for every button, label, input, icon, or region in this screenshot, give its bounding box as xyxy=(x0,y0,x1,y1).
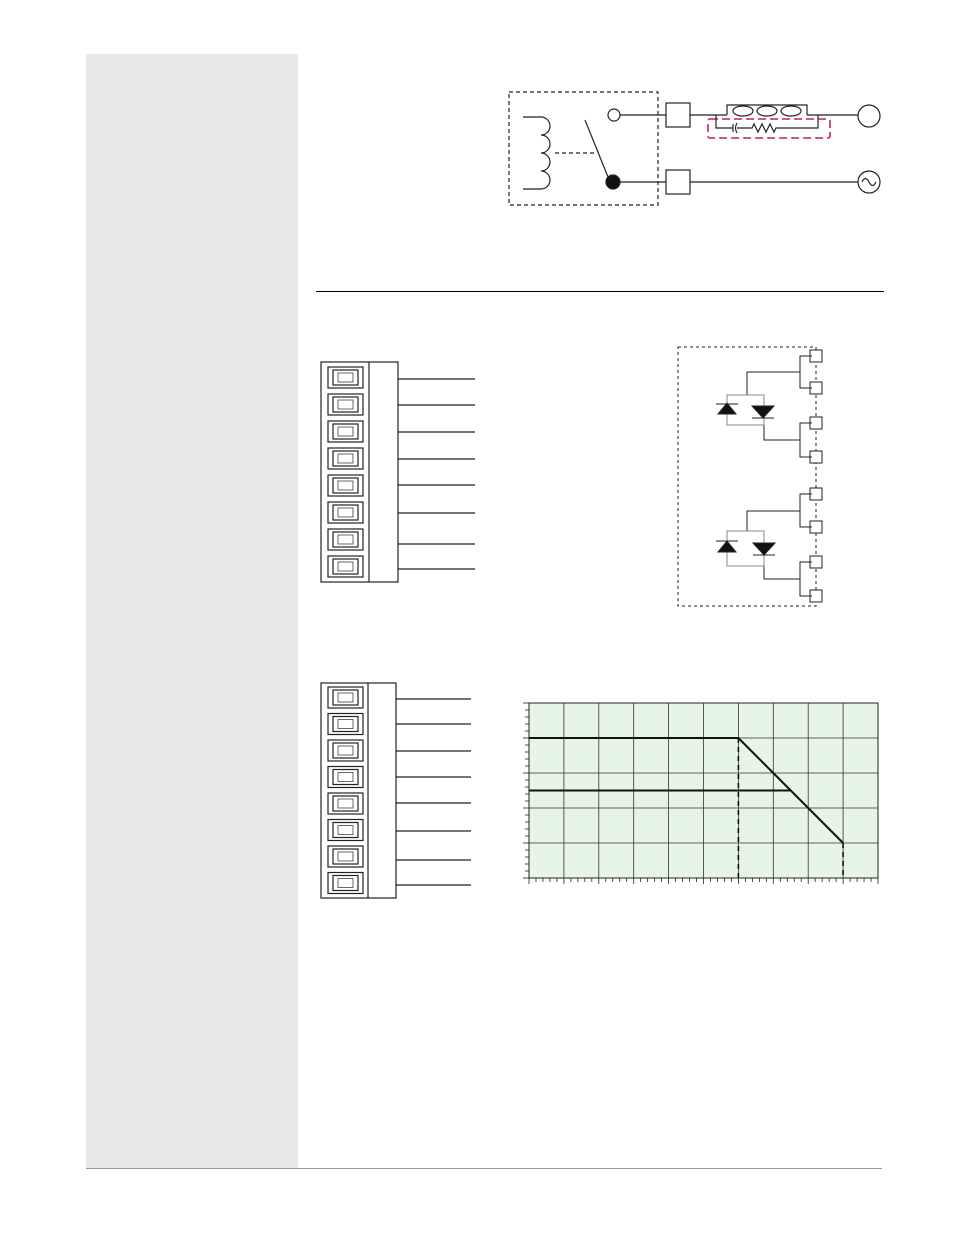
derating-chart xyxy=(523,703,878,884)
terminal-block-b xyxy=(321,683,471,898)
terminal-screw-icon xyxy=(328,873,363,894)
terminal-screw-icon xyxy=(328,556,363,577)
switch-contact-icon xyxy=(585,109,620,189)
terminal-screw-icon xyxy=(328,448,363,469)
ssr-module xyxy=(678,347,822,606)
terminal-icon xyxy=(666,103,690,127)
coil-icon xyxy=(523,117,550,189)
terminal-screw-icon xyxy=(328,529,363,550)
terminal-screw-icon xyxy=(328,767,363,788)
terminal-block-housing xyxy=(321,362,398,582)
terminal-screw-icon xyxy=(328,714,363,735)
terminal-icon xyxy=(666,170,690,194)
triac-pair-icon xyxy=(716,356,812,457)
terminal-screw-icon xyxy=(328,820,363,841)
terminal-screw-icon xyxy=(328,740,363,761)
terminal-screw-icon xyxy=(328,394,363,415)
terminal-screw-icon xyxy=(328,421,363,442)
ac-source-icon xyxy=(858,171,880,193)
triac-pair-icon xyxy=(716,494,812,596)
terminal-screw-icon xyxy=(328,502,363,523)
lamp-icon xyxy=(858,105,880,127)
terminal-screw-icon xyxy=(328,687,363,708)
terminal-block-a xyxy=(321,362,475,582)
terminal-screw-icon xyxy=(328,793,363,814)
relay-housing xyxy=(509,92,658,205)
terminal-screw-icon xyxy=(328,475,363,496)
terminal-screw-icon xyxy=(328,846,363,867)
terminal-screw-icon xyxy=(328,367,363,388)
terminal-block-housing xyxy=(321,683,396,898)
relay-schematic xyxy=(509,92,880,205)
load-coil-icon xyxy=(727,105,807,116)
